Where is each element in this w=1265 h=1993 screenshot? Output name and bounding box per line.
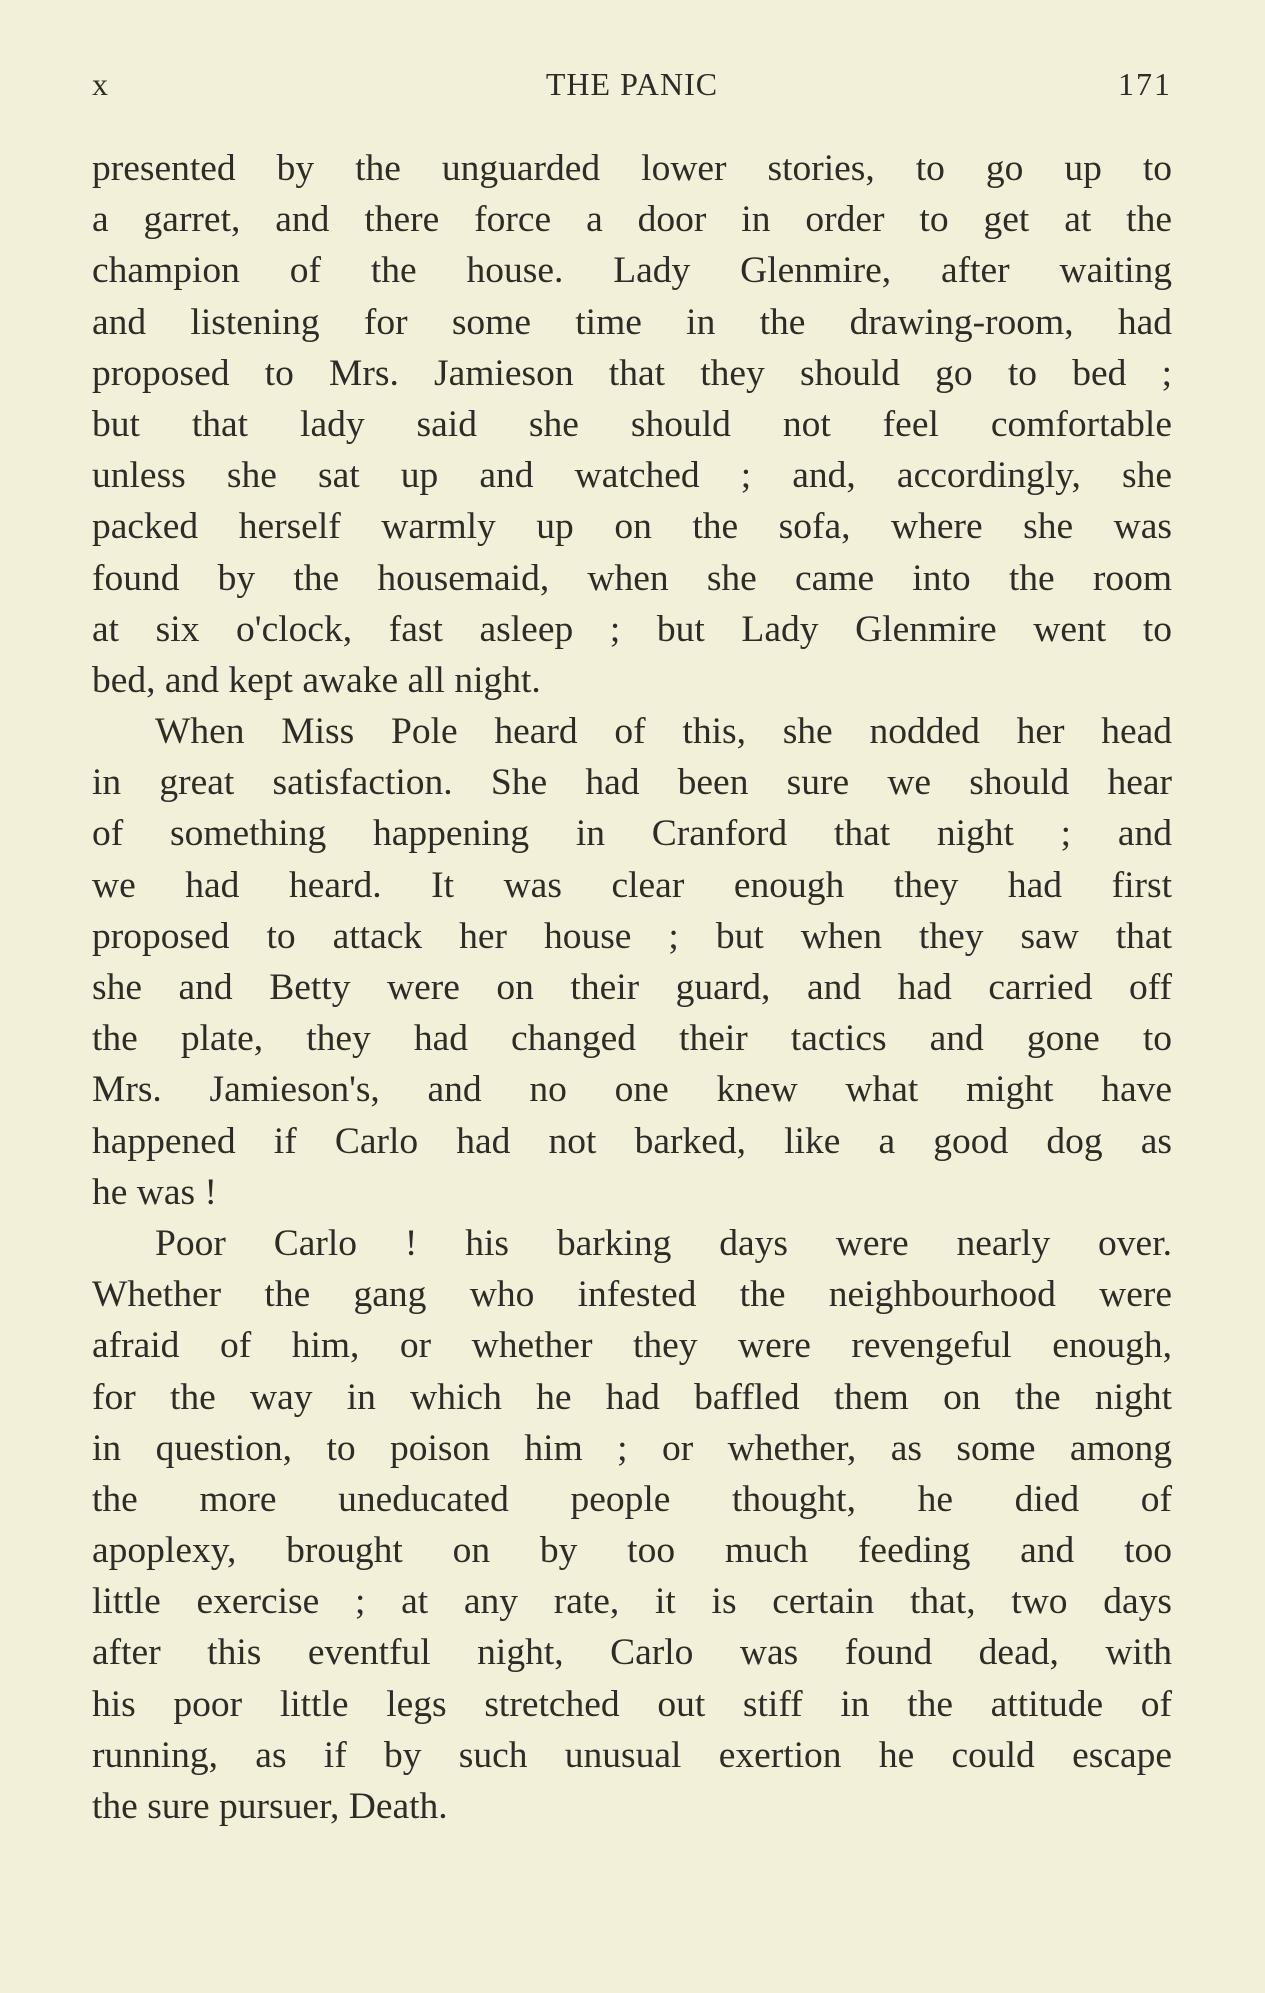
text-line: apoplexy, brought on by too much feeding and too: [92, 1530, 1172, 1572]
chapter-numeral: x: [92, 66, 109, 102]
text-line: the sure pursuer, Death.: [92, 1786, 448, 1827]
text-line: we had heard. It was clear enough they had first: [92, 864, 1172, 906]
text-line: in great satisfaction. She had been sure we should hear: [92, 762, 1172, 804]
text-line: in question, to poison him ; or whether, as some among: [92, 1427, 1172, 1469]
page-number: 171: [1118, 66, 1172, 102]
text-line: he was !: [92, 1171, 217, 1213]
text-line: she and Betty were on their guard, and had carried off: [92, 967, 1172, 1008]
running-header: [92, 66, 1172, 112]
text-line: little exercise ; at any rate, it is certain that, two days: [92, 1581, 1172, 1623]
text-line: proposed to Mrs. Jamieson that they should go to bed ;: [92, 352, 1172, 394]
text-line: found by the housemaid, when she came into the room: [92, 557, 1172, 599]
text-line: presented by the unguarded lower stories, to go up to: [92, 148, 1172, 189]
text-line: packed herself warmly up on the sofa, where she was: [92, 506, 1172, 548]
body-text: [92, 143, 1172, 1832]
text-line: happened if Carlo had not barked, like a good dog as: [92, 1120, 1172, 1162]
text-line: the plate, they had changed their tactics and gone to: [92, 1018, 1172, 1060]
text-line: the more uneducated people thought, he died of: [92, 1478, 1172, 1520]
text-line: but that lady said she should not feel comfortable: [92, 403, 1172, 445]
text-line: bed, and kept awake all night.: [92, 659, 541, 701]
text-line: champion of the house. Lady Glenmire, after waiting: [92, 250, 1172, 292]
text-line: afraid of him, or whether they were revengeful enough,: [92, 1325, 1172, 1367]
text-line: Mrs. Jamieson's, and no one knew what might have: [92, 1069, 1172, 1111]
text-line: of something happening in Cranford that night ; and: [92, 813, 1172, 855]
text-line: running, as if by such unusual exertion he could escape: [92, 1734, 1172, 1776]
running-title: THE PANIC: [545, 66, 719, 102]
text-line: unless she sat up and watched ; and, accordingly, she: [92, 455, 1172, 497]
text-line: after this eventful night, Carlo was found dead, with: [92, 1632, 1172, 1674]
text-line: a garret, and there force a door in order to get at the: [92, 199, 1172, 241]
paragraph-start-line: When Miss Pole heard of this, she nodded her head: [155, 711, 1172, 753]
text-line: at six o'clock, fast asleep ; but Lady Glenmire went to: [92, 608, 1172, 650]
text-line: proposed to attack her house ; but when they saw that: [92, 915, 1172, 957]
text-line: and listening for some time in the drawing-room, had: [92, 301, 1172, 343]
text-line: his poor little legs stretched out stiff in the attitude of: [92, 1683, 1172, 1725]
text-line: for the way in which he had baffled them on the night: [92, 1376, 1172, 1418]
text-line: Whether the gang who infested the neighbourhood were: [92, 1274, 1172, 1316]
paragraph-start-line: Poor Carlo ! his barking days were nearly over.: [155, 1222, 1172, 1264]
